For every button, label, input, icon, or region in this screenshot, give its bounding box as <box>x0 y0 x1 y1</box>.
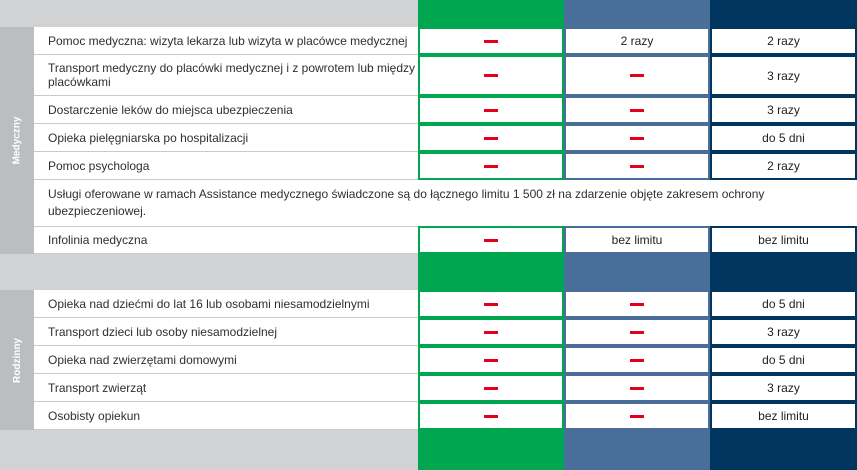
cell-steel <box>564 346 710 374</box>
dash-mark <box>484 109 498 112</box>
row-label <box>34 27 418 55</box>
cell-green <box>418 124 564 152</box>
row-label-text: Pomoc medyczna: wizyta lekarza lub wizyta w placówce medycznej <box>48 33 408 48</box>
dash-mark <box>484 137 498 140</box>
cell-value: bez limitu <box>758 233 809 247</box>
cell-steel <box>564 374 710 402</box>
cell-value: 2 razy <box>767 159 800 173</box>
cell-navy <box>710 374 857 402</box>
section-label-family: Rodzinny <box>11 337 23 383</box>
mid-navy <box>710 254 857 290</box>
mid-steel <box>564 254 710 290</box>
row-label-text: Transport medyczny do placówki medycznej i z powrotem lub między placówkami <box>48 61 416 89</box>
cell-steel <box>564 27 710 55</box>
cell-green <box>418 402 564 430</box>
row-label-text: Osobisty opiekun <box>48 408 141 423</box>
header-band <box>0 0 418 27</box>
dash-mark <box>484 165 498 168</box>
dash-mark <box>484 239 498 242</box>
row-label-text: Transport dzieci lub osoby niesamodzielnej <box>48 324 278 339</box>
cell-value: do 5 dni <box>762 353 805 367</box>
bottom-band <box>0 430 418 470</box>
header-steel <box>564 0 710 27</box>
dash-mark <box>484 331 498 334</box>
row-label-text: Opieka pielęgniarska po hospitalizacji <box>48 130 249 145</box>
cell-value: bez limitu <box>758 409 809 423</box>
cell-value: 2 razy <box>767 34 800 48</box>
cell-green <box>418 55 564 96</box>
row-label <box>34 96 418 124</box>
cell-navy <box>710 402 857 430</box>
cell-steel <box>564 318 710 346</box>
section-label-medical: Medyczny <box>11 116 23 165</box>
limit-note-text: Usługi oferowane w ramach Assistance medycznego świadczone są do łącznego limitu 1 500 zł na zdarzenie objęte zakresem ochrony ubezpieczeniowej. <box>48 187 765 218</box>
row-label <box>34 226 418 254</box>
dash-mark <box>630 137 644 140</box>
dash-mark <box>484 303 498 306</box>
row-label <box>34 374 418 402</box>
cell-green <box>418 374 564 402</box>
cell-navy <box>710 226 857 254</box>
row-label-text: Transport zwierząt <box>48 380 147 395</box>
cell-green <box>418 226 564 254</box>
dash-mark <box>630 109 644 112</box>
cell-navy <box>710 346 857 374</box>
header-green <box>418 0 564 27</box>
cell-value: 3 razy <box>767 103 800 117</box>
cell-navy <box>710 55 857 96</box>
cell-steel <box>564 55 710 96</box>
cell-steel <box>564 226 710 254</box>
cell-value: do 5 dni <box>762 131 805 145</box>
bottom-green <box>418 430 564 470</box>
cell-steel <box>564 402 710 430</box>
row-label <box>34 55 418 96</box>
cell-value: 3 razy <box>767 381 800 395</box>
row-label <box>34 318 418 346</box>
dash-mark <box>630 303 644 306</box>
section-sidebar-family <box>0 290 34 430</box>
cell-green <box>418 318 564 346</box>
cell-green <box>418 27 564 55</box>
dash-mark <box>630 387 644 390</box>
header-navy <box>710 0 857 27</box>
cell-green <box>418 152 564 180</box>
row-label <box>34 346 418 374</box>
row-label <box>34 124 418 152</box>
cell-navy <box>710 290 857 318</box>
row-label <box>34 152 418 180</box>
cell-green <box>418 96 564 124</box>
cell-green <box>418 346 564 374</box>
cell-navy <box>710 96 857 124</box>
dash-mark <box>630 74 644 77</box>
cell-steel <box>564 124 710 152</box>
dash-mark <box>630 415 644 418</box>
row-label-text: Infolinia medyczna <box>48 233 148 247</box>
cell-navy <box>710 27 857 55</box>
dash-mark <box>484 415 498 418</box>
dash-mark <box>484 74 498 77</box>
dash-mark <box>484 359 498 362</box>
cell-navy <box>710 318 857 346</box>
section-sidebar-medical <box>0 27 34 254</box>
row-label <box>34 290 418 318</box>
dash-mark <box>630 359 644 362</box>
cell-value: 3 razy <box>767 68 800 83</box>
row-label-text: Opieka nad zwierzętami domowymi <box>48 352 237 367</box>
cell-value: 2 razy <box>620 34 654 48</box>
dash-mark <box>630 165 644 168</box>
dash-mark <box>630 331 644 334</box>
limit-note <box>34 182 857 224</box>
dash-mark <box>484 40 498 43</box>
cell-value: do 5 dni <box>762 297 805 311</box>
cell-value: 3 razy <box>767 325 800 339</box>
bottom-navy <box>710 430 857 470</box>
row-label-text: Pomoc psychologa <box>48 158 150 173</box>
cell-navy <box>710 124 857 152</box>
cell-steel <box>564 152 710 180</box>
cell-steel <box>564 290 710 318</box>
cell-navy <box>710 152 857 180</box>
cell-green <box>418 290 564 318</box>
row-label-text: Dostarczenie leków do miejsca ubezpieczenia <box>48 102 293 117</box>
dash-mark <box>484 387 498 390</box>
row-label-text: Opieka nad dziećmi do lat 16 lub osobami niesamodzielnymi <box>48 296 370 311</box>
cell-steel <box>564 96 710 124</box>
row-label <box>34 402 418 430</box>
cell-value: bez limitu <box>611 233 663 247</box>
mid-green <box>418 254 564 290</box>
mid-band <box>0 254 418 290</box>
bottom-steel <box>564 430 710 470</box>
